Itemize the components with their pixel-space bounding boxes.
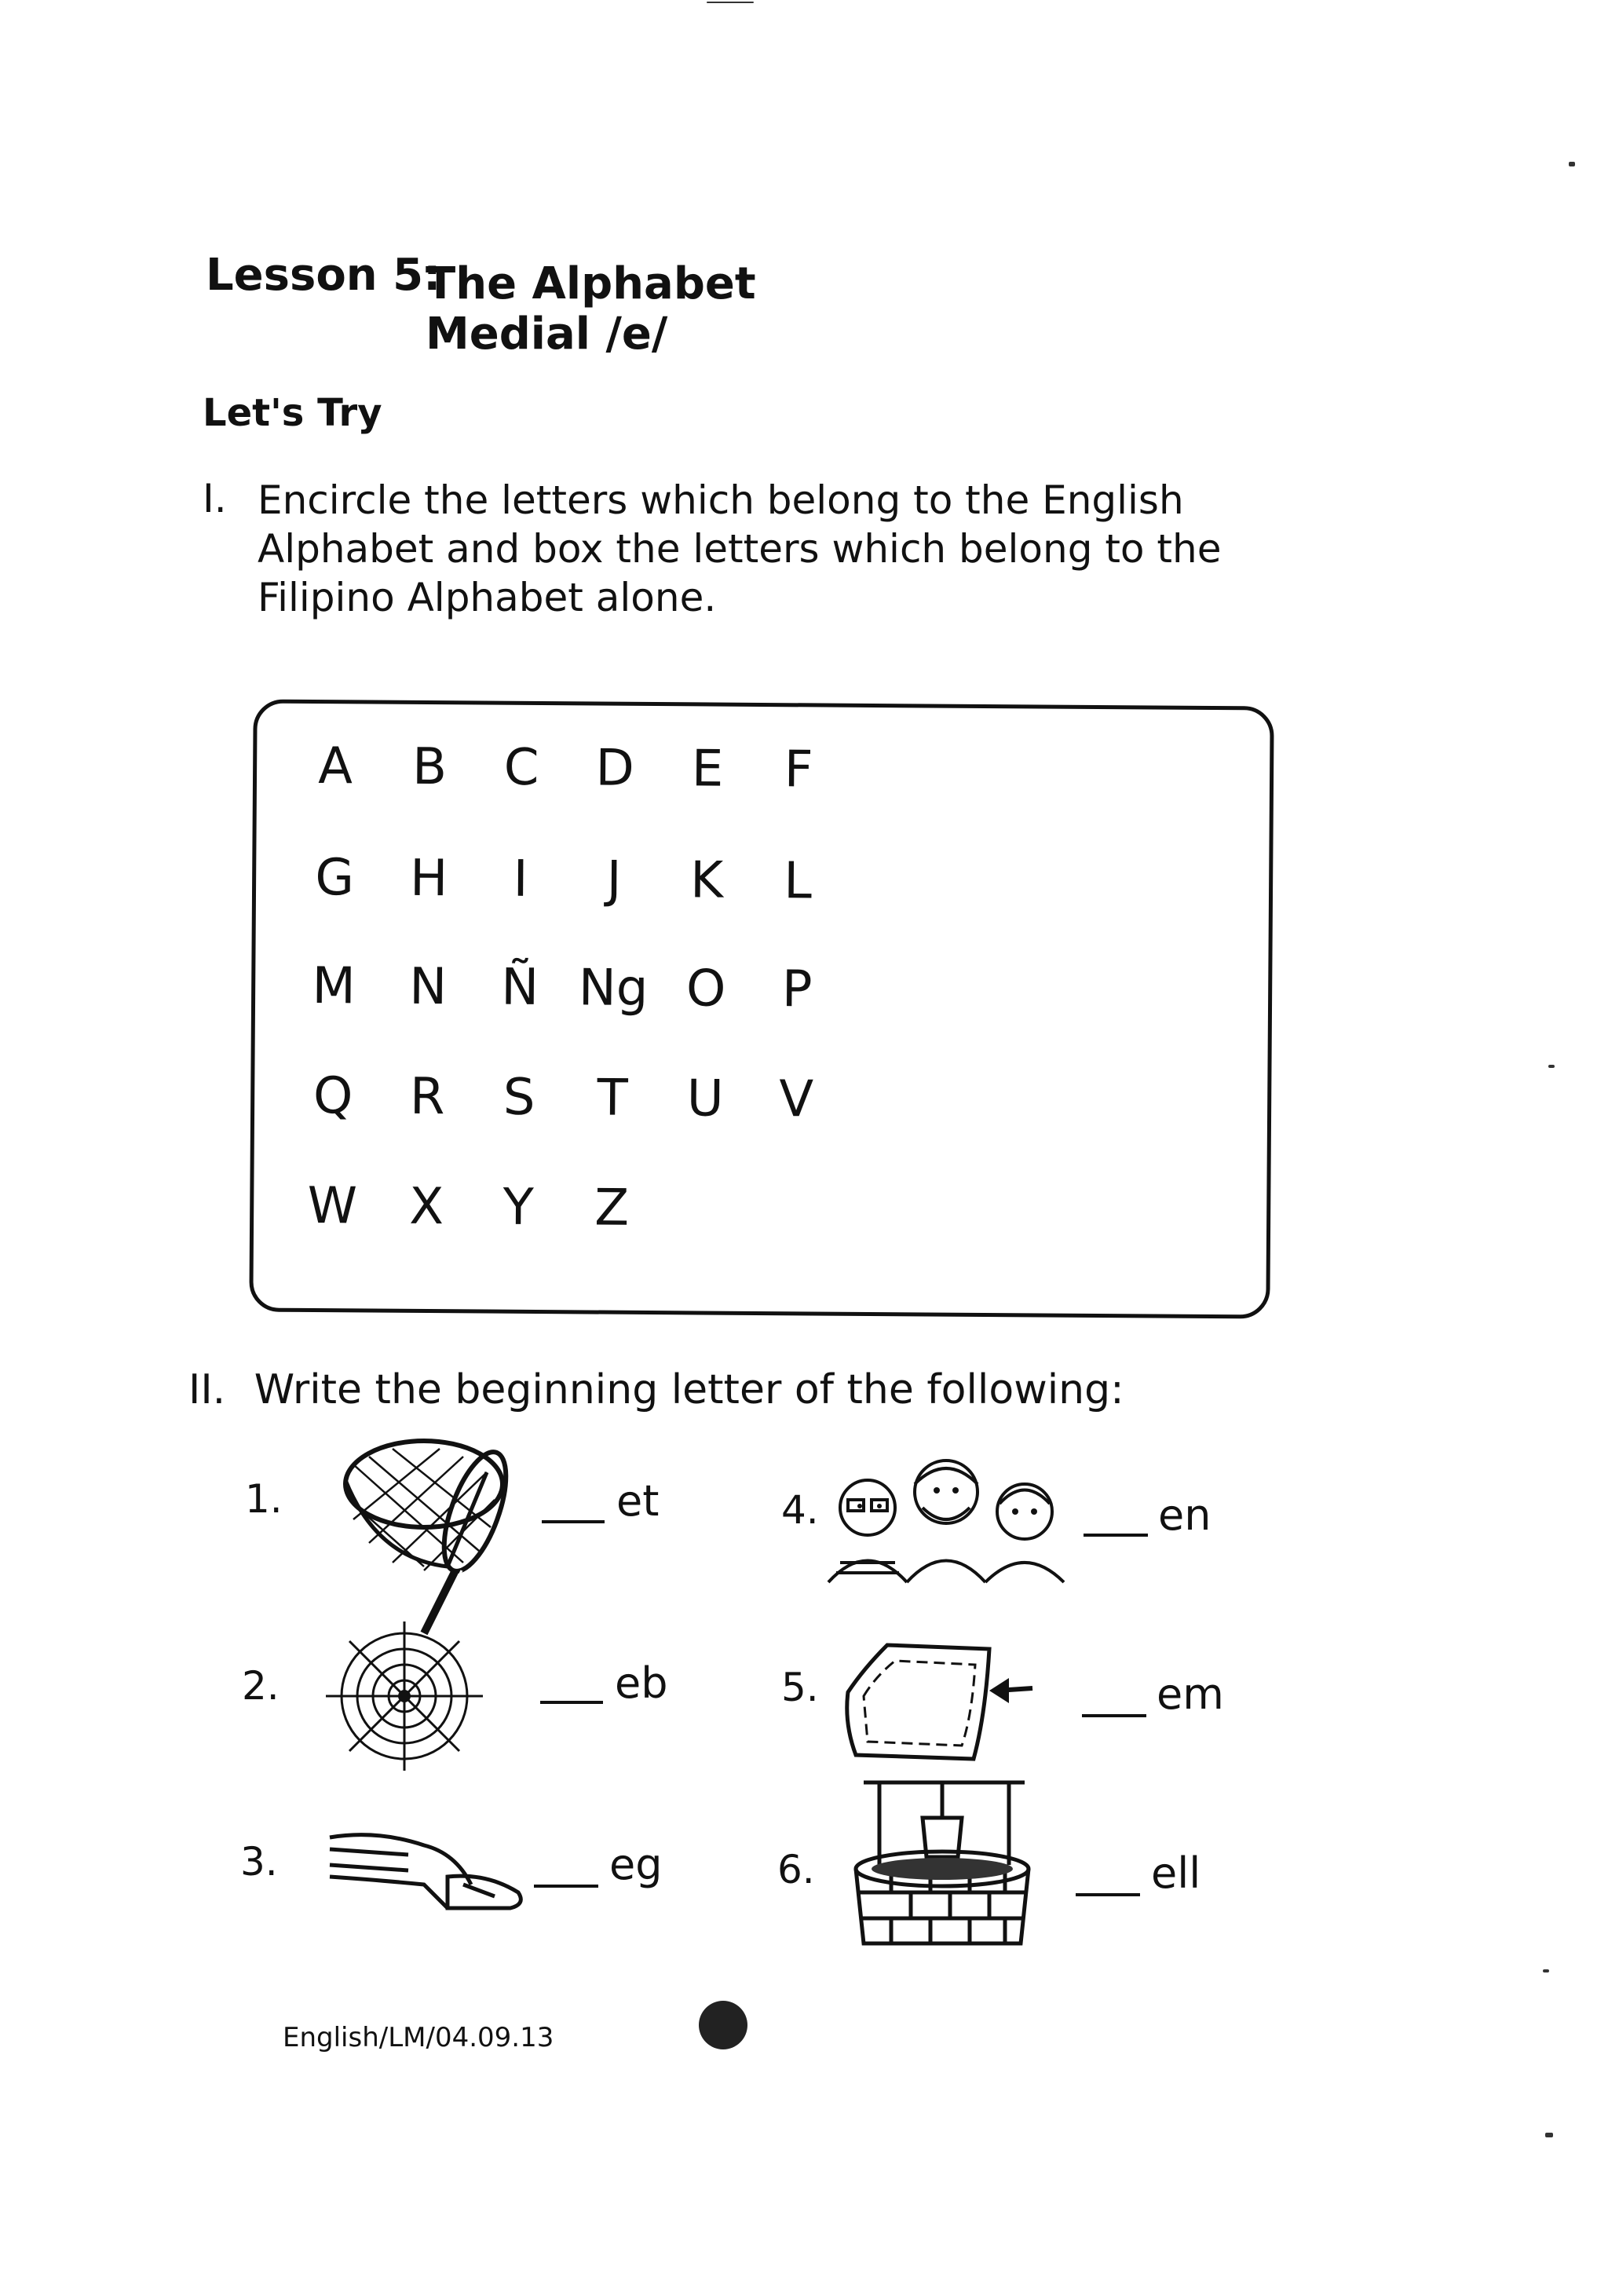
answer-blank[interactable] bbox=[542, 1520, 605, 1523]
alphabet-letter[interactable]: Ng bbox=[578, 959, 649, 1018]
part1-instruction: Encircle the letters which belong to the English Alphabet and box the letters which belong to the Filipino Alphabet alone. bbox=[258, 477, 1222, 620]
alphabet-letter[interactable]: B bbox=[411, 737, 448, 797]
alphabet-grid bbox=[253, 704, 1270, 1315]
lesson-title bbox=[426, 259, 756, 360]
hem-icon bbox=[840, 1629, 1036, 1767]
part1-number: I. bbox=[203, 476, 227, 521]
alphabet-box bbox=[249, 699, 1274, 1318]
alphabet-letter[interactable]: K bbox=[689, 851, 724, 910]
part2-instruction: Write the beginning letter of the following: bbox=[254, 1366, 1124, 1413]
scan-speck bbox=[1548, 1065, 1555, 1068]
word-ending: en bbox=[1158, 1490, 1211, 1540]
alphabet-letter[interactable]: A bbox=[317, 737, 353, 796]
part2-heading bbox=[188, 1366, 1124, 1413]
answer-blank[interactable] bbox=[540, 1701, 603, 1704]
part2-number: II. bbox=[188, 1366, 226, 1413]
alphabet-letter[interactable]: O bbox=[685, 960, 726, 1018]
alphabet-letter[interactable]: W bbox=[307, 1176, 358, 1236]
alphabet-letter[interactable]: M bbox=[312, 957, 356, 1016]
alphabet-letter[interactable]: T bbox=[597, 1069, 629, 1128]
lesson-label: Lesson 5: bbox=[206, 250, 441, 301]
scan-speck bbox=[707, 2, 754, 3]
word-ending: eg bbox=[609, 1840, 663, 1889]
alphabet-letter[interactable]: C bbox=[503, 738, 539, 798]
word-ending: em bbox=[1157, 1669, 1224, 1719]
answer-blank[interactable] bbox=[1082, 1714, 1146, 1717]
lets-try-heading: Let's Try bbox=[203, 391, 382, 435]
alphabet-letter[interactable]: I bbox=[513, 850, 528, 909]
alphabet-letter[interactable]: P bbox=[781, 960, 813, 1019]
scan-speck bbox=[1545, 2133, 1553, 2137]
footer-code: English/LM/04.09.13 bbox=[283, 2022, 554, 2053]
answer-blank[interactable] bbox=[1084, 1534, 1148, 1537]
alphabet-letter[interactable]: Z bbox=[594, 1179, 630, 1238]
alphabet-letter[interactable]: V bbox=[779, 1070, 814, 1129]
alphabet-letter[interactable]: Y bbox=[502, 1178, 535, 1237]
item-number: 1. bbox=[245, 1476, 283, 1522]
scan-speck bbox=[1569, 162, 1575, 166]
alphabet-letter[interactable]: N bbox=[408, 957, 448, 1017]
page-number-mark bbox=[699, 2001, 747, 2049]
spider-web-icon bbox=[318, 1618, 491, 1775]
word-ending: et bbox=[616, 1476, 660, 1526]
answer-blank[interactable] bbox=[1076, 1893, 1140, 1896]
item-number: 4. bbox=[781, 1487, 819, 1533]
alphabet-letter[interactable]: L bbox=[784, 852, 813, 911]
alphabet-letter[interactable]: X bbox=[409, 1177, 444, 1237]
alphabet-letter[interactable]: J bbox=[606, 850, 622, 909]
item-number: 5. bbox=[781, 1665, 819, 1710]
alphabet-letter[interactable]: U bbox=[686, 1069, 724, 1128]
word-ending: eb bbox=[615, 1658, 668, 1708]
alphabet-letter[interactable]: H bbox=[409, 849, 448, 909]
alphabet-letter[interactable]: Q bbox=[312, 1067, 353, 1126]
word-ending: ell bbox=[1151, 1848, 1201, 1898]
scan-speck bbox=[1543, 1969, 1549, 1972]
alphabet-letter[interactable]: S bbox=[502, 1068, 535, 1127]
alphabet-letter[interactable]: R bbox=[409, 1067, 445, 1127]
answer-blank[interactable] bbox=[534, 1885, 598, 1888]
item-number: 2. bbox=[242, 1663, 280, 1709]
net-icon bbox=[306, 1425, 510, 1637]
men-icon bbox=[820, 1445, 1072, 1586]
alphabet-letter[interactable]: G bbox=[315, 849, 355, 908]
alphabet-letter[interactable]: Ñ bbox=[500, 958, 539, 1018]
lesson-title-line-1: The Alphabet bbox=[426, 258, 756, 309]
alphabet-letter[interactable]: D bbox=[595, 739, 635, 798]
item-number: 3. bbox=[240, 1839, 278, 1885]
alphabet-letter[interactable]: E bbox=[691, 740, 724, 799]
well-icon bbox=[844, 1771, 1040, 1951]
lesson-title-line-2: Medial /e/ bbox=[426, 309, 668, 360]
leg-icon bbox=[314, 1806, 534, 1916]
item-number: 6. bbox=[777, 1847, 815, 1892]
alphabet-letter[interactable]: F bbox=[784, 740, 813, 799]
